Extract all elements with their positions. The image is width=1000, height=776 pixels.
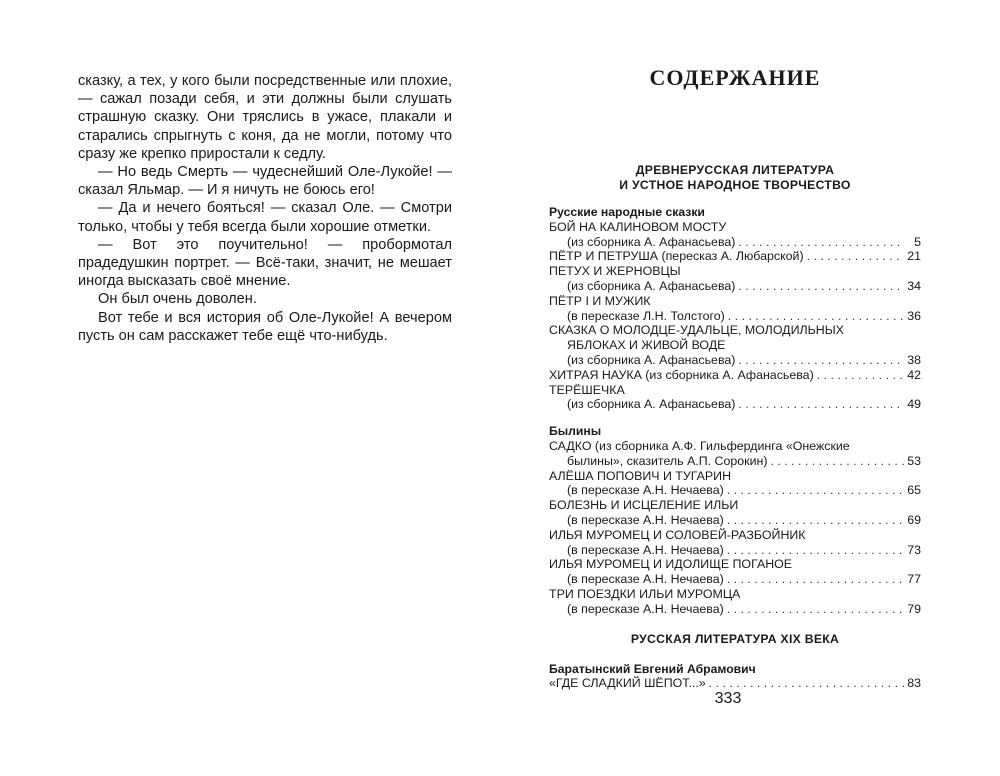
entry-page: 38 [907, 352, 921, 367]
entry-title: ТЕРЁШЕЧКА [549, 382, 625, 397]
toc-entry[interactable] [549, 528, 921, 558]
entry-source: (в пересказе Л.Н. Толстого) [567, 308, 725, 323]
right-page-toc [549, 66, 921, 691]
paragraph: — Да и нечего бояться! — сказал Оле. — Смотри только, чтобы у тебя всегда были хорошие отметки. [78, 200, 452, 235]
entry-page: 79 [907, 601, 921, 616]
left-page-text [78, 72, 452, 345]
entry-page: 69 [907, 512, 921, 527]
entry-page: 73 [907, 542, 921, 557]
toc-entry[interactable] [549, 498, 921, 528]
toc-entry[interactable] [549, 368, 921, 383]
leader-dots [817, 368, 904, 383]
paragraph: Он был очень доволен. [98, 291, 257, 308]
entry-source: (из сборника А. Афанасьева) [567, 352, 736, 367]
toc-entry[interactable] [549, 264, 921, 294]
entry-page: 77 [907, 572, 921, 587]
entry-page: 36 [907, 308, 921, 323]
entry-source: (из сборника А. Афанасьева) [567, 234, 736, 249]
entry-source: (в пересказе А.Н. Нечаева) [567, 542, 724, 557]
entry-title: ИЛЬЯ МУРОМЕЦ И СОЛОВЕЙ-РАЗБОЙНИК [549, 527, 806, 542]
entry-title: АЛЁША ПОПОВИЧ И ТУГАРИН [549, 468, 732, 483]
toc-entry[interactable] [549, 469, 921, 499]
entry-source: былины», сказитель А.П. Сорокин) [567, 453, 768, 468]
entry-source: (в пересказе А.Н. Нечаева) [567, 483, 724, 498]
entry-source: (в пересказе А.Н. Нечаева) [567, 572, 724, 587]
leader-dots [728, 309, 904, 324]
section-title [549, 163, 921, 193]
entry-title: СКАЗКА О МОЛОДЦЕ-УДАЛЬЦЕ, МОЛОДИЛЬНЫХ [549, 323, 844, 338]
leader-dots [738, 279, 904, 294]
entry-page: 5 [914, 234, 921, 249]
leader-dots [738, 235, 904, 250]
paragraph: Вот тебе и вся история об Оле-Лукойе! А вечером пусть он сам расскажет тебе ещё что-нибудь. [78, 309, 452, 344]
leader-dots [709, 676, 904, 691]
entry-source: ХИТРАЯ НАУКА (из сборника А. Афанасьева) [549, 367, 814, 382]
entry-page: 42 [907, 367, 921, 382]
entry-page: 65 [907, 483, 921, 498]
toc-entry[interactable] [549, 220, 921, 250]
group-title: Баратынский Евгений Абрамович [549, 661, 756, 676]
entry-source: ПЁТР И ПЕТРУША (пересказ А. Любарской) [549, 249, 804, 264]
section-title: РУССКАЯ ЛИТЕРАТУРА XIX ВЕКА [630, 631, 840, 646]
paragraph: — Но ведь Смерть — чудеснейший Оле-Лукойе! — сказал Яльмар. — И я ничуть не боюсь его! [78, 164, 452, 199]
entry-title: ТРИ ПОЕЗДКИ ИЛЬИ МУРОМЦА [549, 586, 741, 601]
toc-entry[interactable] [549, 323, 921, 367]
entry-title-continued: ЯБЛОКАХ И ЖИВОЙ ВОДЕ [567, 338, 726, 353]
toc-entry[interactable] [549, 383, 921, 413]
section-title-line: ДРЕВНЕРУССКАЯ ЛИТЕРАТУРА [635, 163, 835, 177]
entry-source: (в пересказе А.Н. Нечаева) [567, 601, 724, 616]
entry-source: (из сборника А. Афанасьева) [567, 278, 736, 293]
entry-source: (из сборника А. Афанасьева) [567, 397, 736, 412]
entry-page: 34 [907, 278, 921, 293]
leader-dots [738, 397, 904, 412]
toc-entry[interactable] [549, 249, 921, 264]
leader-dots [727, 513, 904, 528]
toc-entry[interactable] [549, 294, 921, 324]
toc-entry[interactable] [549, 557, 921, 587]
paragraph: — Вот это поучительно! — пробормотал прадедушкин портрет. — Всё-таки, значит, не мешает иногда высказать своё мнение. [78, 236, 452, 290]
leader-dots [727, 543, 904, 558]
page-number: 333 [714, 690, 742, 707]
entry-title: ИЛЬЯ МУРОМЕЦ И ИДОЛИЩЕ ПОГАНОЕ [549, 557, 793, 572]
entry-page: 21 [907, 249, 921, 264]
paragraph: сказку, а тех, у кого были посредственные или плохие, — сажал позади себя, и эти должны были слушать страшную сказку. Они тряслись в ужасе, плакали и старались спрыгнуть с коня, да не могли, потому что сразу же крепко приростали к седлу. [78, 73, 452, 162]
group-title: Былины [549, 424, 602, 439]
leader-dots [771, 454, 905, 469]
entry-source: (в пересказе А.Н. Нечаева) [567, 512, 724, 527]
leader-dots [807, 249, 904, 264]
toc-entry[interactable] [549, 439, 921, 469]
toc-heading: СОДЕРЖАНИЕ [649, 65, 821, 90]
toc-entry[interactable] [549, 587, 921, 617]
leader-dots [727, 602, 904, 617]
leader-dots [738, 353, 904, 368]
group-title: Русские народные сказки [549, 205, 705, 219]
entry-title: ПЁТР I И МУЖИК [549, 293, 651, 308]
entry-page: 53 [907, 453, 921, 468]
entry-title: ПЕТУХ И ЖЕРНОВЦЫ [549, 264, 681, 279]
leader-dots [727, 483, 904, 498]
toc-entry[interactable] [549, 676, 921, 691]
leader-dots [727, 572, 904, 587]
section-title-line: И УСТНОЕ НАРОДНОЕ ТВОРЧЕСТВО [619, 178, 851, 192]
entry-page: 49 [907, 397, 921, 412]
entry-page: 83 [907, 676, 921, 691]
entry-title: САДКО (из сборника А.Ф. Гильфердинга «Онежские [549, 438, 850, 453]
entry-title: БОЙ НА КАЛИНОВОМ МОСТУ [549, 219, 727, 234]
entry-title: БОЛЕЗНЬ И ИСЦЕЛЕНИЕ ИЛЬИ [549, 498, 739, 513]
entry-source: «ГДЕ СЛАДКИЙ ШЁПОТ...» [549, 676, 706, 691]
